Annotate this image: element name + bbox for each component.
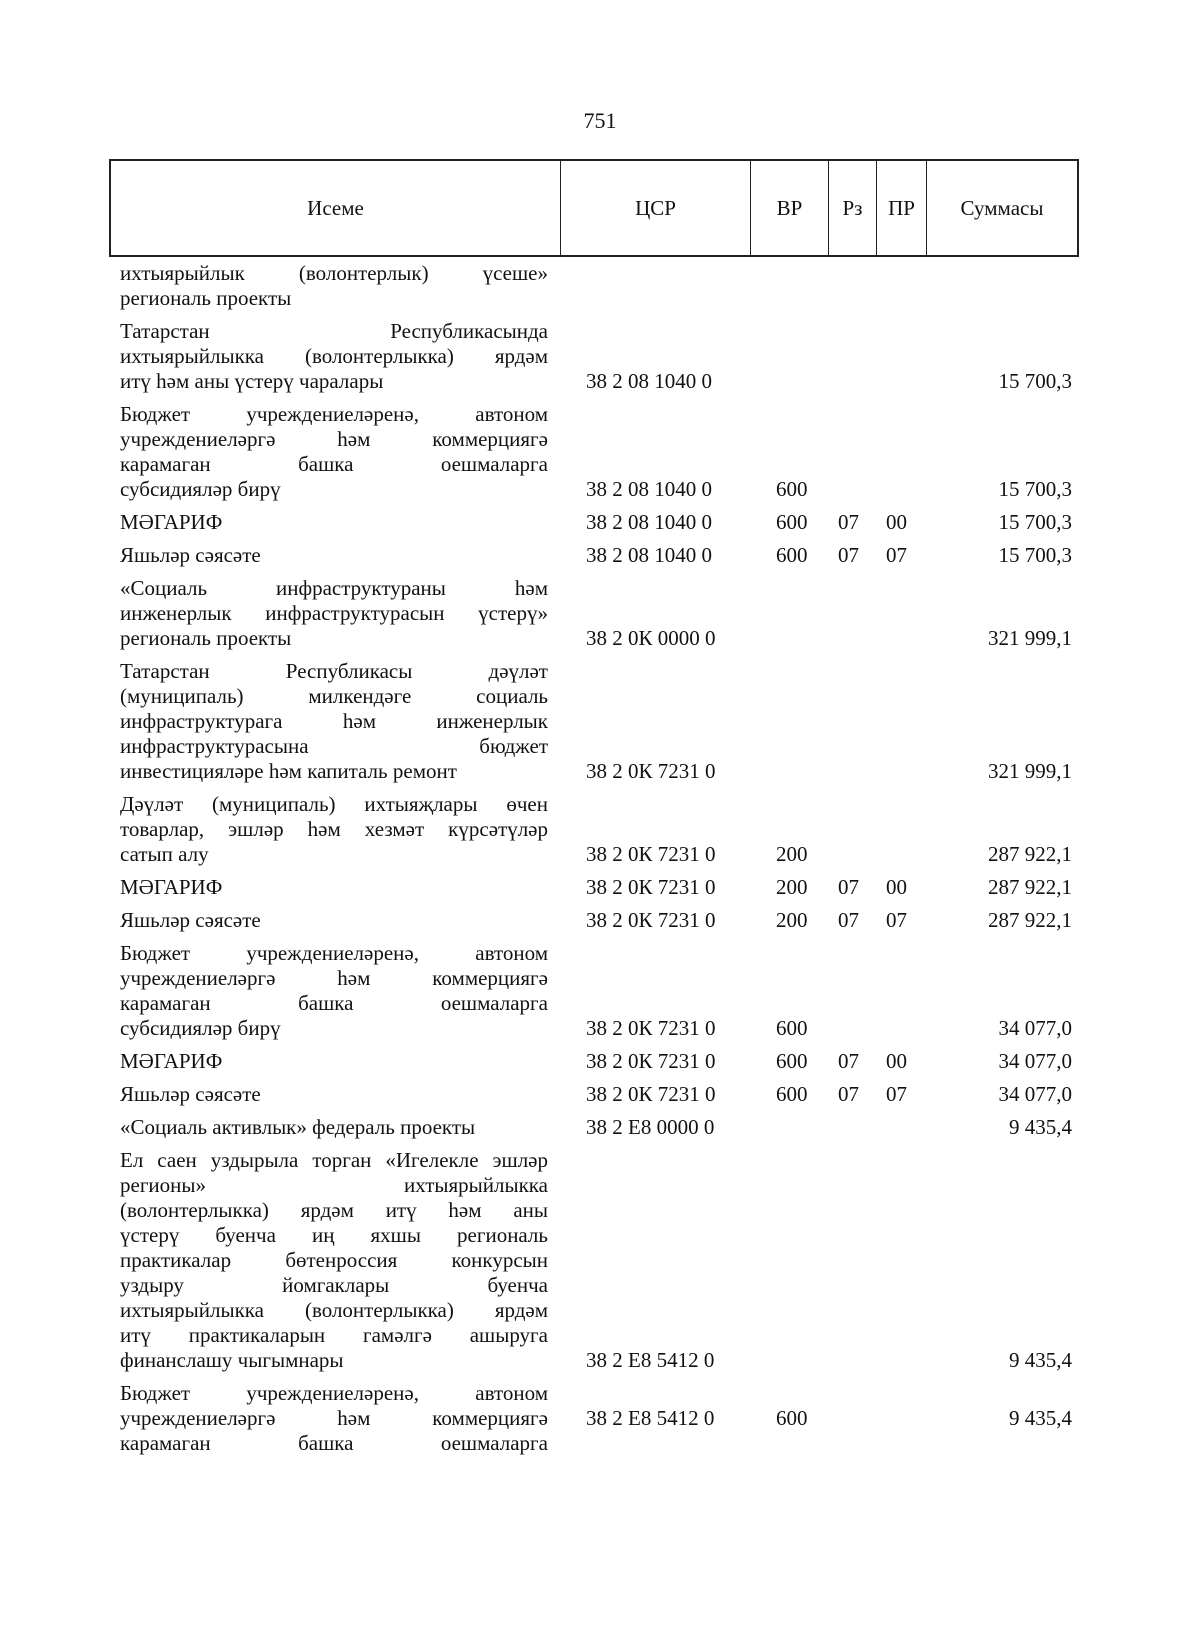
row-name-line: Бюджет учреждениеләренә, автоном <box>120 402 548 426</box>
row-name-line: региональ проекты <box>120 626 292 650</box>
row-sum: 15 700,3 <box>998 543 1072 567</box>
row-name <box>120 941 548 1041</box>
row-csr: 38 2 0К 7231 0 <box>586 1016 716 1040</box>
row-name-line: инфраструктурага һәм инженерлык <box>120 709 548 733</box>
row-name <box>120 543 548 568</box>
table-row <box>120 1082 1072 1107</box>
row-name-line: (волонтерлыкка) ярдәм итү һәм аны <box>120 1198 548 1222</box>
row-name <box>120 576 548 651</box>
header-rz: Рз <box>829 161 877 255</box>
row-csr: 38 2 08 1040 0 <box>586 369 712 393</box>
table-row <box>120 941 1072 1041</box>
table-row <box>120 510 1072 535</box>
header-csr: ЦСР <box>561 161 751 255</box>
table-row <box>120 576 1072 651</box>
row-name <box>120 402 548 502</box>
row-pr: 00 <box>886 510 907 534</box>
row-csr: 38 2 0К 7231 0 <box>586 1082 716 1106</box>
row-name-line: итү һәм аны үстерү чаралары <box>120 369 384 393</box>
table-row <box>120 319 1072 394</box>
table-row <box>120 1049 1072 1074</box>
row-csr: 38 2 0К 7231 0 <box>586 908 716 932</box>
row-name-line: карамаган башка оешмаларга <box>120 452 548 476</box>
row-name-line: уздыру йомгаклары буенча <box>120 1273 548 1297</box>
row-name-line: сатып алу <box>120 842 209 866</box>
table-row <box>120 543 1072 568</box>
row-rz: 07 <box>838 1082 859 1106</box>
row-name-line: Дәүләт (муниципаль) ихтыяҗлары өчен <box>120 792 548 816</box>
row-name-line: Яшьләр сәясәте <box>120 1082 261 1106</box>
row-vr: 600 <box>776 477 808 501</box>
row-name-line: Яшьләр сәясәте <box>120 908 261 932</box>
row-name-line: субсидияләр бирү <box>120 477 281 501</box>
row-sum: 34 077,0 <box>998 1016 1072 1040</box>
table-row <box>120 659 1072 784</box>
row-vr: 200 <box>776 842 808 866</box>
row-name-line: (муниципаль) милкендәге социаль <box>120 684 548 708</box>
row-name-line: учреждениеләргә һәм коммерциягә <box>120 966 548 990</box>
row-csr: 38 2 08 1040 0 <box>586 477 712 501</box>
table-row <box>120 908 1072 933</box>
row-name <box>120 792 548 867</box>
table-row <box>120 1148 1072 1373</box>
row-csr: 38 2 0К 7231 0 <box>586 759 716 783</box>
row-csr: 38 2 0К 7231 0 <box>586 842 716 866</box>
row-name <box>120 319 548 394</box>
table-row <box>120 792 1072 867</box>
table-row <box>120 261 1072 311</box>
row-name <box>120 659 548 784</box>
row-name-line: «Социаль активлык» федераль проекты <box>120 1115 476 1139</box>
row-csr: 38 2 Е8 5412 0 <box>586 1406 715 1430</box>
row-name-line: Бюджет учреждениеләренә, автоном <box>120 941 548 965</box>
row-name <box>120 1115 548 1140</box>
row-name-line: ихтыярыйлыкка (волонтерлыкка) ярдәм <box>120 1298 548 1322</box>
row-name-line: регионы» ихтыярыйлыкка <box>120 1173 548 1197</box>
row-sum: 321 999,1 <box>988 626 1072 650</box>
row-name-line: Татарстан Республикасында <box>120 319 548 343</box>
row-sum: 287 922,1 <box>988 875 1072 899</box>
row-name-line: субсидияләр бирү <box>120 1016 281 1040</box>
table-row <box>120 1381 1072 1456</box>
row-sum: 287 922,1 <box>988 908 1072 932</box>
row-name-line: ихтыярыйлыкка (волонтерлыкка) ярдәм <box>120 344 548 368</box>
row-name-line: ихтыярыйлык (волонтерлык) үсеше» <box>120 261 548 285</box>
row-name <box>120 1148 548 1373</box>
row-name-line: региональ проекты <box>120 286 292 310</box>
row-csr: 38 2 Е8 5412 0 <box>586 1348 715 1372</box>
row-pr: 07 <box>886 1082 907 1106</box>
row-vr: 600 <box>776 1082 808 1106</box>
row-name <box>120 875 548 900</box>
row-name <box>120 908 548 933</box>
row-name-line: МӘГАРИФ <box>120 1049 223 1073</box>
row-name-line: карамаган башка оешмаларга <box>120 1431 548 1455</box>
row-sum: 15 700,3 <box>998 477 1072 501</box>
row-name-line: товарлар, эшләр һәм хезмәт күрсәтүләр <box>120 817 548 841</box>
row-name-line: карамаган башка оешмаларга <box>120 991 548 1015</box>
row-rz: 07 <box>838 543 859 567</box>
row-rz: 07 <box>838 510 859 534</box>
row-name <box>120 1381 548 1456</box>
row-name-line: МӘГАРИФ <box>120 875 223 899</box>
row-name-line: үстерү буенча иң яхшы региональ <box>120 1223 548 1247</box>
row-rz: 07 <box>838 908 859 932</box>
row-name-line: МӘГАРИФ <box>120 510 223 534</box>
row-pr: 07 <box>886 908 907 932</box>
row-name-line: инфраструктурасына бюджет <box>120 734 548 758</box>
row-name <box>120 510 548 535</box>
row-rz: 07 <box>838 1049 859 1073</box>
table-header <box>109 159 1079 257</box>
row-vr: 600 <box>776 510 808 534</box>
row-sum: 321 999,1 <box>988 759 1072 783</box>
header-name: Исеме <box>111 161 561 255</box>
header-sum: Суммасы <box>960 195 1044 220</box>
row-sum: 287 922,1 <box>988 842 1072 866</box>
row-csr: 38 2 0К 0000 0 <box>586 626 716 650</box>
row-vr: 200 <box>776 908 808 932</box>
row-name-line: финанслашу чыгымнары <box>120 1348 344 1372</box>
table-row <box>120 402 1072 502</box>
row-name <box>120 1049 548 1074</box>
row-name-line: Яшьләр сәясәте <box>120 543 261 567</box>
row-name-line: практикалар бөтенроссия конкурсын <box>120 1248 548 1272</box>
row-rz: 07 <box>838 875 859 899</box>
row-sum: 15 700,3 <box>998 510 1072 534</box>
row-sum: 9 435,4 <box>1009 1348 1072 1372</box>
row-pr: 00 <box>886 1049 907 1073</box>
row-sum: 34 077,0 <box>998 1082 1072 1106</box>
row-name-line: итү практикаларын гамәлгә ашыруга <box>120 1323 548 1347</box>
row-name-line: инвестицияләре һәм капиталь ремонт <box>120 759 457 783</box>
row-vr: 600 <box>776 1049 808 1073</box>
row-name-line: Татарстан Республикасы дәүләт <box>120 659 548 683</box>
row-name <box>120 1082 548 1107</box>
table-row <box>120 1115 1072 1140</box>
header-vr: ВР <box>751 161 829 255</box>
page-number: 751 <box>583 108 617 133</box>
table-body <box>120 261 1072 1464</box>
row-pr: 07 <box>886 543 907 567</box>
row-name-line: «Социаль инфраструктураны һәм <box>120 576 548 600</box>
row-csr: 38 2 0К 7231 0 <box>586 1049 716 1073</box>
row-sum: 34 077,0 <box>998 1049 1072 1073</box>
row-vr: 600 <box>776 1016 808 1040</box>
row-vr: 600 <box>776 1406 808 1430</box>
header-pr: ПР <box>877 161 927 255</box>
row-name-line: Бюджет учреждениеләренә, автоном <box>120 1381 548 1405</box>
row-sum: 15 700,3 <box>998 369 1072 393</box>
row-name-line: учреждениеләргә һәм коммерциягә <box>120 427 548 451</box>
row-csr: 38 2 0К 7231 0 <box>586 875 716 899</box>
row-pr: 00 <box>886 875 907 899</box>
row-csr: 38 2 Е8 0000 0 <box>586 1115 715 1139</box>
row-csr: 38 2 08 1040 0 <box>586 510 712 534</box>
row-name-line: инженерлык инфраструктурасын үстерү» <box>120 601 548 625</box>
row-sum: 9 435,4 <box>1009 1406 1072 1430</box>
row-name-line: учреждениеләргә һәм коммерциягә <box>120 1406 548 1430</box>
row-name <box>120 261 548 311</box>
row-csr: 38 2 08 1040 0 <box>586 543 712 567</box>
row-name-line: Ел саен уздырыла торган «Игелекле эшләр <box>120 1148 548 1172</box>
row-vr: 200 <box>776 875 808 899</box>
row-sum: 9 435,4 <box>1009 1115 1072 1139</box>
row-vr: 600 <box>776 543 808 567</box>
table-row <box>120 875 1072 900</box>
